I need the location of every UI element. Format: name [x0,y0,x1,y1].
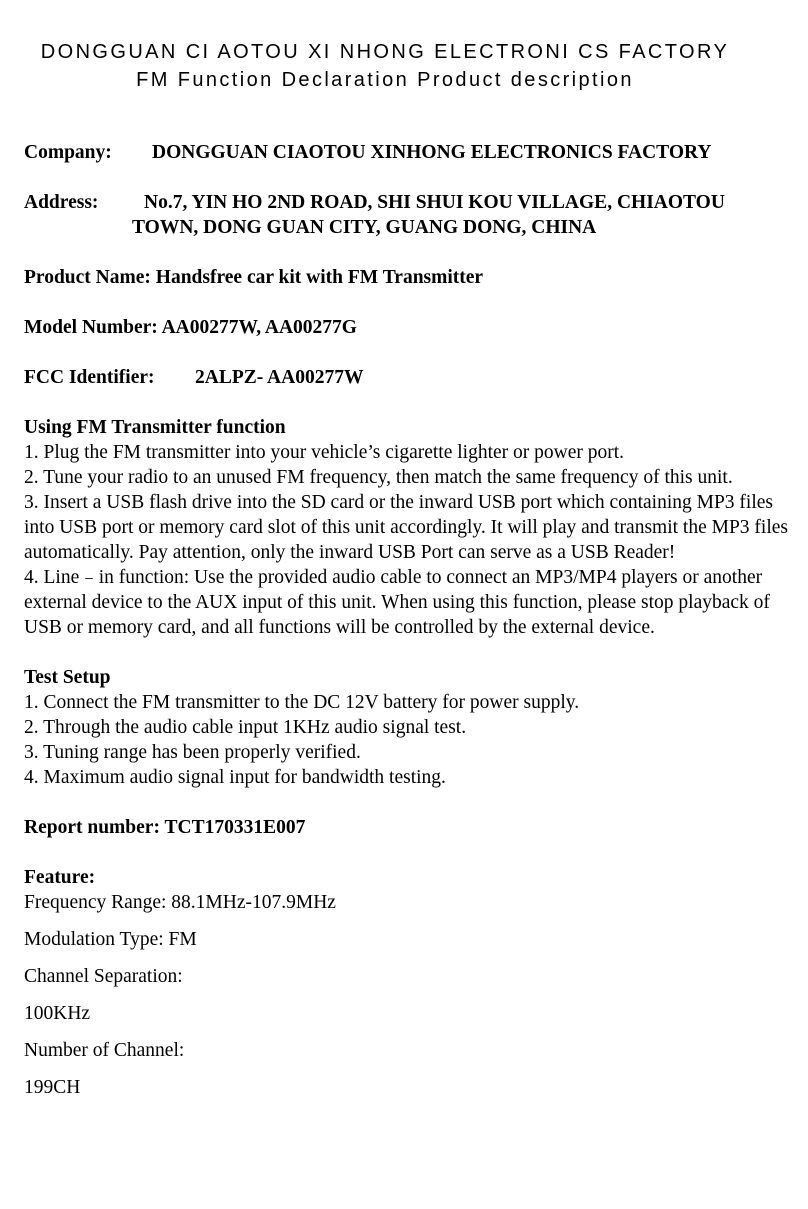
using-item: 1. Plug the FM transmitter into your vehicle’s cigarette lighter or power port. [24,442,625,463]
model-label: Model Number: [24,317,158,338]
report-row [24,815,794,840]
test-item: 2. Through the audio cable input 1KHz audio signal test. [24,717,467,738]
company-row [24,140,794,165]
feature-line: 100KHz [24,1003,91,1024]
header-company-name: DONGGUAN CI AOTOU XI NHONG ELECTRONI CS FACTORY [40,41,730,63]
using-heading: Using FM Transmitter function [24,417,286,438]
fcc-label: FCC Identifier: [24,367,155,388]
feature-line: 199CH [24,1077,81,1098]
product-value: Handsfree car kit with FM Transmitter [155,267,484,288]
address-row [24,190,794,215]
test-item: 4. Maximum audio signal input for bandwidth testing. [24,767,446,788]
document-body [24,140,794,1100]
product-row [24,265,794,290]
fcc-value: 2ALPZ- AA00277W [195,367,364,388]
using-item: 2. Tune your radio to an unused FM frequency, then match the same frequency of this unit. [24,467,733,488]
address-line2: TOWN, DONG GUAN CITY, GUANG DONG, CHINA [132,217,597,238]
using-item: 3. Insert a USB flash drive into the SD card or the inward USB port which containing MP3 files into USB port or memory card slot of this unit accordingly. It will play and transmit the MP3 files automatically. Pay attention, only the inward USB Port can serve as a USB Reader! [24,492,789,563]
test-item: 1. Connect the FM transmitter to the DC 12V battery for power supply. [24,692,580,713]
address-line1: No.7, YIN HO 2ND ROAD, SHI SHUI KOU VILLAGE, CHIAOTOU [144,192,725,213]
product-label: Product Name: [24,267,151,288]
document-header [0,38,770,94]
report-value: TCT170331E007 [164,817,306,838]
feature-line: Channel Separation: [24,966,183,987]
company-value: DONGGUAN CIAOTOU XINHONG ELECTRONICS FACTORY [152,142,712,163]
model-row [24,315,794,340]
feature-line: Modulation Type: FM [24,929,197,950]
header-document-title: FM Function Declaration Product description [136,69,634,91]
feature-heading: Feature: [24,867,96,888]
test-item: 3. Tuning range has been properly verified. [24,742,361,763]
fcc-row [24,365,794,390]
company-label: Company: [24,142,112,163]
report-label: Report number: [24,817,160,838]
model-value: AA00277W, AA00277G [161,317,357,338]
address-label: Address: [24,192,99,213]
test-heading: Test Setup [24,667,111,688]
using-item: 4. Line﹣in function: Use the provided audio cable to connect an MP3/MP4 players or another external device to the AUX input of this unit. When using this function, please stop playback of USB or memory card, and all functions will be controlled by the external device. [24,567,770,638]
feature-line: Number of Channel: [24,1040,185,1061]
feature-line: Frequency Range: 88.1MHz-107.9MHz [24,892,336,913]
